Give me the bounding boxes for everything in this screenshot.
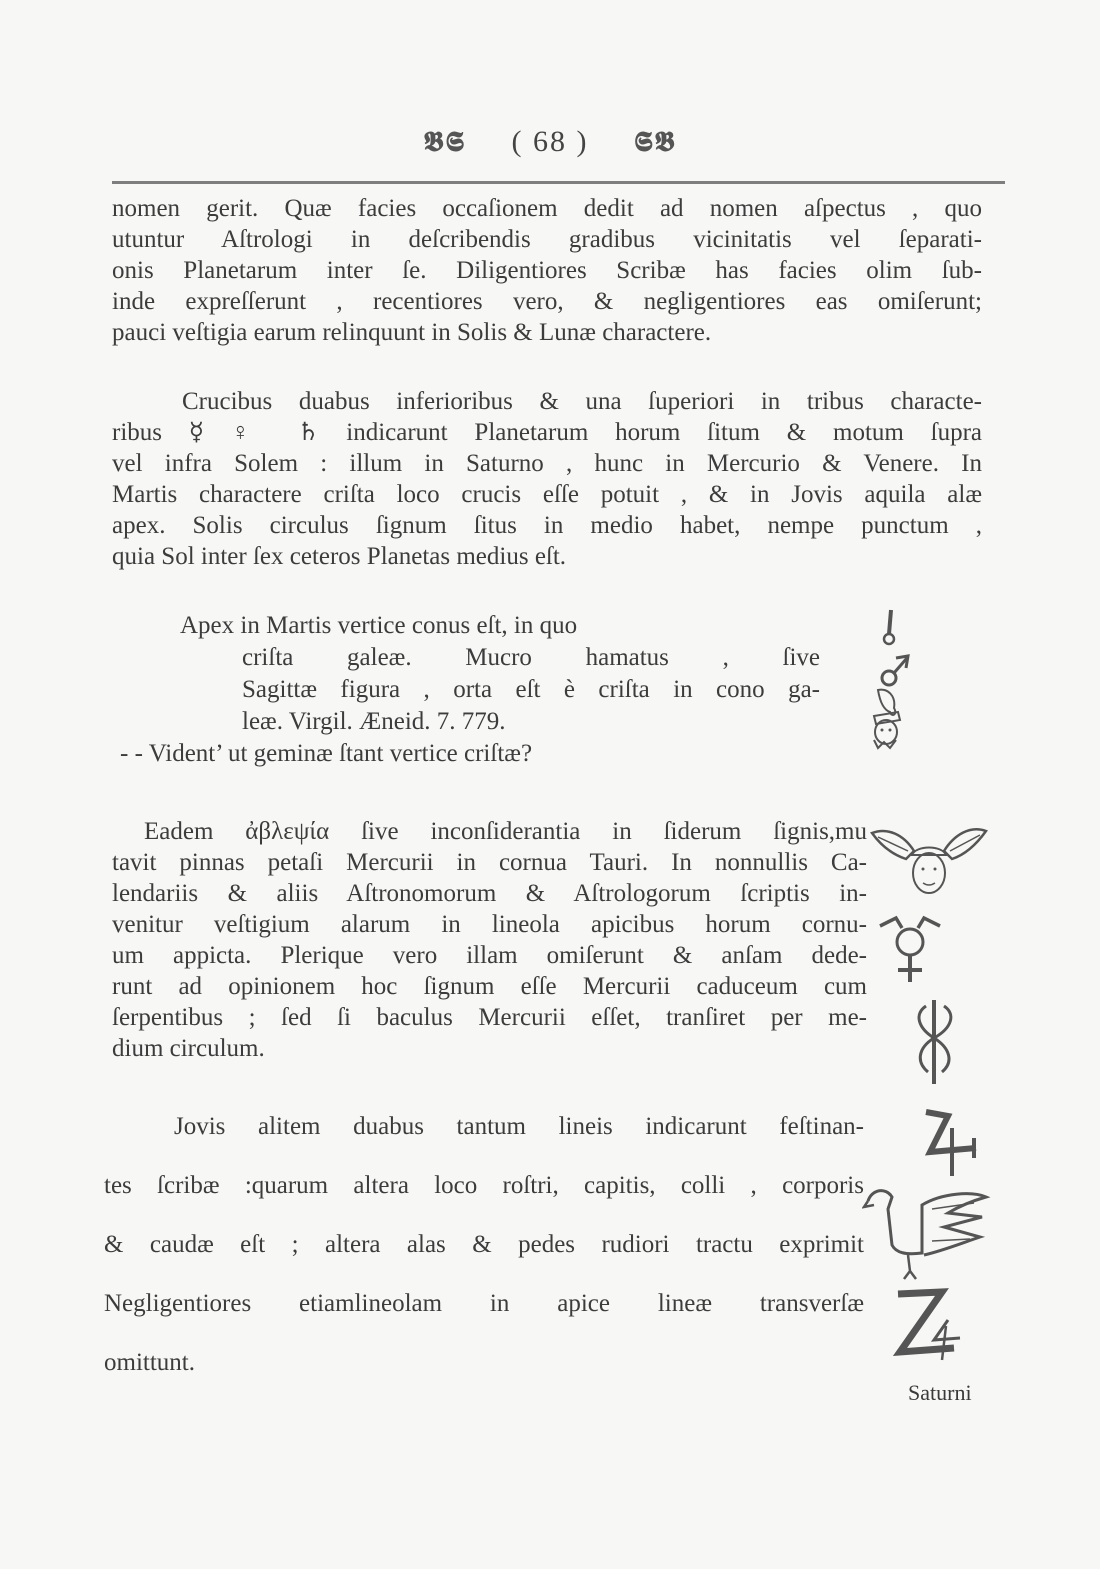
winged-mercury-head-icon [868, 825, 990, 903]
text-line: Crucibus duabus inferioribus & una ſuperiori in tribus characte- [182, 388, 982, 415]
text-line: criſta galeæ. Mucro hamatus , ſive [242, 644, 820, 671]
text-line: & caudæ eſt ; altera alas & pedes rudiori tractu exprimit [104, 1231, 864, 1258]
jupiter-symbol-icon [920, 1108, 982, 1182]
text-line: leæ. Virgil. Æneid. 7. 779. [242, 708, 506, 735]
paragraph-5 [104, 1097, 864, 1392]
right-ornament: 𝕾𝕭 [633, 127, 677, 158]
page-header [0, 125, 1100, 159]
text-line: pauci veſtigia earum relinquunt in Solis & Lunæ charactere. [112, 319, 712, 346]
text-line: venitur veſtigium alarum in lineola apicibus horum cornu- [112, 911, 867, 938]
paragraph-4 [112, 816, 867, 1064]
text-line: um appicta. Plerique vero illam omiſerunt & anſam dede- [112, 942, 867, 969]
text-line: nomen gerit. Quæ facies occaſionem dedit ad nomen aſpectus , quo [112, 195, 982, 222]
text-line: tes ſcribæ :quarum altera loco roſtri, capitis, colli , corporis [104, 1172, 864, 1199]
jupiter-eagle-icon [862, 1185, 992, 1289]
mars-cone-icon [880, 608, 900, 656]
text-line: tavit pinnas petaſi Mercurii in cornua Tauri. In nonnullis Ca- [112, 849, 867, 876]
mars-symbol-icon [880, 652, 912, 692]
text-line: utuntur Aſtrologi in deſcribendis gradibus vicinitatis vel ſeparati- [112, 226, 982, 253]
paragraph-1 [112, 193, 982, 348]
mars-helmeted-head-icon [866, 688, 908, 754]
caduceus-icon [912, 998, 960, 1092]
text-line: lendariis & aliis Aſtronomorum & Aſtrologorum ſcriptis in- [112, 880, 867, 907]
text-line: ribus ☿ ♀ ♄ indicarunt Planetarum horum ſitum & motum ſupra [112, 419, 982, 446]
text-line: runt ad opinionem hoc ſignum eſſe Mercurii caduceum cum [112, 973, 867, 1000]
text-line: Negligentiores etiamlineolam in apice lineæ transverſæ [104, 1290, 864, 1317]
text-line: omittunt. [104, 1349, 195, 1376]
text-line: apex. Solis circulus ſignum ſitus in medio habet, nempe punctum , [112, 512, 982, 539]
left-ornament: 𝕭𝕾 [423, 127, 466, 158]
saturn-symbol-icon [890, 1288, 968, 1366]
text-line: vel infra Solem : illum in Saturno , hunc in Mercurio & Venere. In [112, 450, 982, 477]
text-line: Martis charactere criſta loco crucis eſſe potuit , & in Jovis aquila alæ [112, 481, 982, 508]
quotation-line: - - Vident’ ut geminæ ſtant vertice criſtæ? [120, 740, 533, 767]
text-line: quia Sol inter ſex ceteros Planetas medius eſt. [112, 543, 567, 570]
text-line: inde expreſſerunt , recentiores vero, & negligentiores eas omiſerunt; [112, 288, 982, 315]
text-line: onis Planetarum inter ſe. Diligentiores Scribæ has facies olim ſub- [112, 257, 982, 284]
text-line: Eadem ἀβλεψία ſive inconſiderantia in ſiderum ſignis,mu [144, 818, 867, 845]
text-line: Sagittæ figura , orta eſt è criſta in cono ga- [242, 676, 820, 703]
saturn-caption: Saturni [908, 1380, 972, 1405]
paragraph-3 [120, 610, 820, 770]
page-number: ( 68 ) [511, 125, 589, 158]
mercury-symbol-icon [876, 912, 946, 990]
text-line: ſerpentibus ; ſed ſi baculus Mercurii eſſet, tranſiret per me- [112, 1004, 867, 1031]
paragraph-2 [112, 386, 982, 572]
text-line: dium circulum. [112, 1035, 265, 1062]
header-rule [112, 181, 1005, 184]
text-line: Apex in Martis vertice conus eſt, in quo [180, 612, 578, 639]
text-line: Jovis alitem duabus tantum lineis indicarunt feſtinan- [174, 1113, 864, 1140]
